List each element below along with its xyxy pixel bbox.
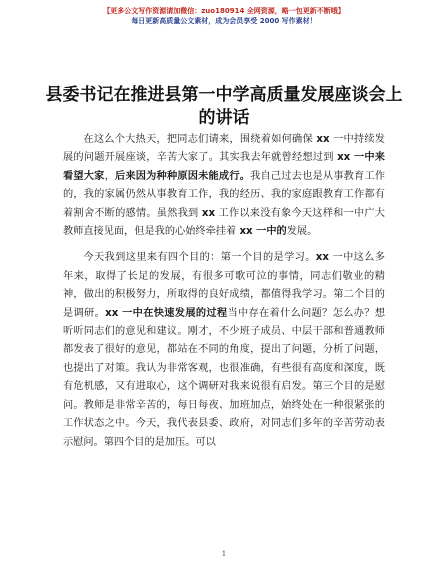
- body-paragraph: [63, 131, 385, 241]
- emphasis-text: xx: [201, 207, 216, 219]
- emphasis-text: xx: [315, 252, 329, 264]
- emphasis-text: xx 一中的: [239, 226, 287, 238]
- banner-line-membership: 每日更新高质量公文素材，成为会员享受 2000 写作素材！: [131, 17, 317, 25]
- emphasis-text: 后来因为种种原因未能成行。: [114, 170, 251, 182]
- paragraph-text: 今天我到这里来有四个目的：第一个目的是学习。: [83, 252, 316, 264]
- emphasis-text: xx 一中来看望大家: [63, 152, 385, 182]
- document-title: 县委书记在推进县第一中学高质量发展座谈会上的讲话: [45, 85, 403, 128]
- banner-line-promo: 【更多公文写作资源请加微信：zuo180914 全网资源，略一包更新不断哦】: [103, 7, 345, 15]
- header-banner: [0, 6, 448, 26]
- document-body: [63, 131, 385, 452]
- paragraph-text: 当中存在着什么问题？怎么办？想听听同志们的意见和建议。刚才，不少班子成员、中层干部和普通教师都发表了很好的意见，都站在不同的角度，提出了问题，分析了问题，也提出了对策。我认为非常客观，也很准确，有些很有高度和深度，既有危机感，又有进取心，这个调研对我来说很有启发。第三个目的是慰问。教师是非常辛苦的，每日每夜、加班加点，始终处在一种很紧张的工作状态之中。今天，我代表县委、政府，对同志们多年的辛苦劳动表示慰问。第四个目的是加压。可以: [63, 307, 386, 448]
- emphasis-text: xx 一中在快速发展的过程: [105, 307, 228, 319]
- paragraph-text: 一中持续发展的问题开展座谈，辛苦大家了。其实我去年就曾经想过到: [63, 134, 385, 164]
- body-paragraph: [63, 249, 385, 451]
- paragraph-text: 发展。: [286, 226, 318, 238]
- paragraph-text: ，: [104, 170, 115, 182]
- paragraph-text: 在这么个大热天，把同志们请来，围绕着如何确保: [83, 134, 317, 145]
- emphasis-text: xx: [316, 134, 330, 145]
- page-number: 1: [221, 550, 227, 558]
- paragraph-text: 我自己过去也是从事教育工作的，我的家属仍然从事教育工作，我的经历、我的家庭跟教育工作都有着割舍不断的感情。虽然我到: [63, 170, 386, 219]
- paragraph-text: 工作以来没有象今天这样和一中广大教师直接见面，但是我的心始终牵挂着: [63, 207, 385, 238]
- paragraph-text: 一中这么多年来，取得了长足的发展，有很多可歌可泣的事情，同志们敬业的精神，做出的积极努力，所取得的良好成绩，都值得我学习。第二个目的是调研。: [63, 252, 385, 319]
